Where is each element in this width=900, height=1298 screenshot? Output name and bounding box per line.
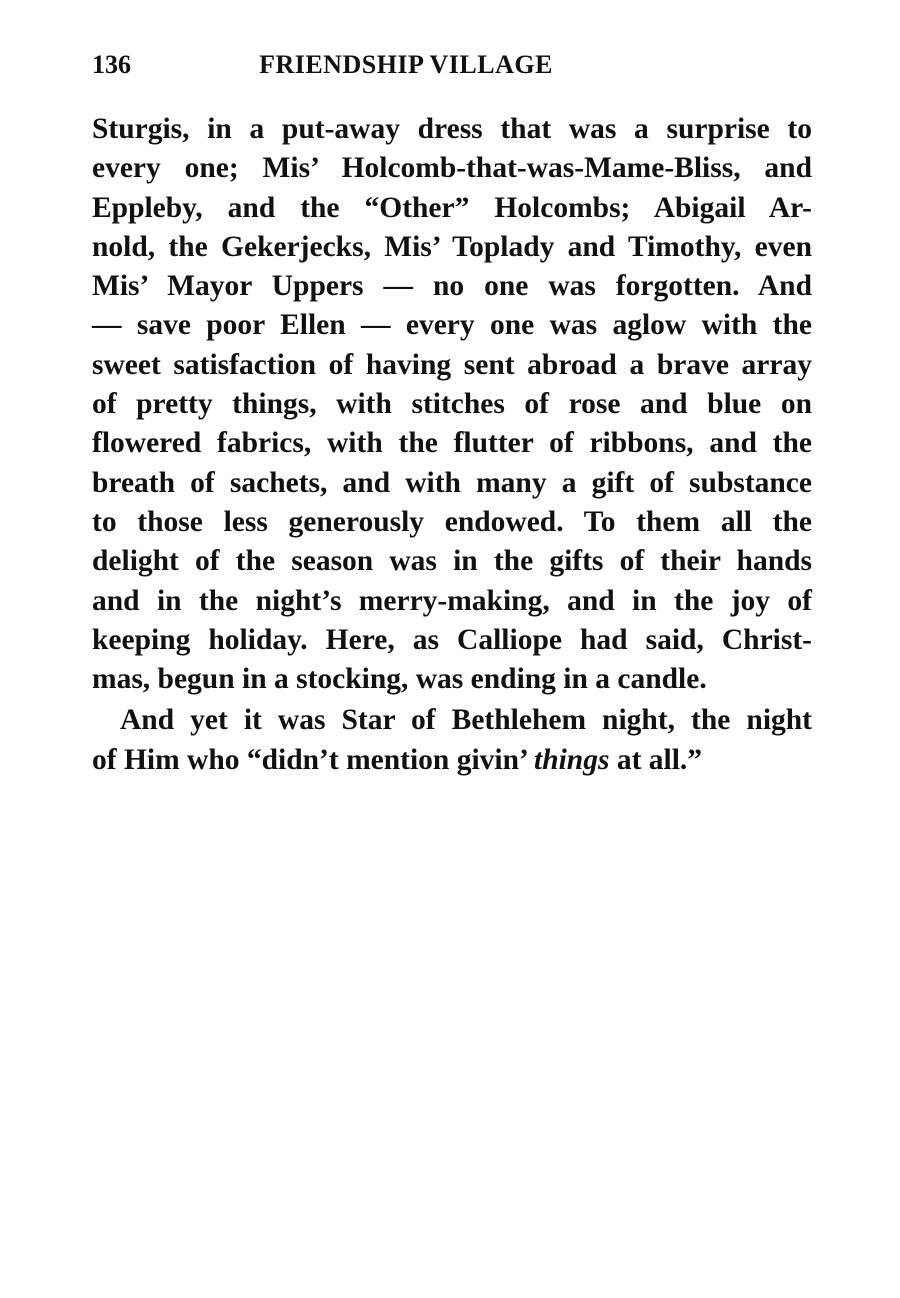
text-line: breath of sachets, and with many a gift of substance (92, 466, 812, 499)
text-line: mas, begun in a stocking, was ending in a candle. (92, 663, 707, 696)
italic-word: things (534, 743, 610, 776)
text-line: keeping holiday. Here, as Calliope had said, Christ- (92, 623, 812, 656)
text-line: to those less generously endowed. To them all the (92, 505, 812, 538)
text-line: — save poor Ellen — every one was aglow with the (92, 309, 812, 342)
text-line: of pretty things, with stitches of rose and blue on (92, 388, 812, 421)
text-line: And yet it was Star of Bethlehem night, the night (120, 704, 812, 737)
page-number: 136 (92, 50, 131, 79)
text-line: Sturgis, in a put-away dress that was a surprise to (92, 113, 812, 145)
text-segment: of Him who “didn’t mention givin’ (92, 743, 534, 776)
body-text (92, 110, 812, 780)
text-line: and in the night’s merry-making, and in the joy of (92, 584, 812, 617)
text-line: Mis’ Mayor Uppers — no one was forgotten. And (92, 270, 812, 303)
running-title: FRIENDSHIP VILLAGE (259, 50, 553, 79)
text-line: every one; Mis’ Holcomb-that-was-Mame-Bliss, and (92, 152, 812, 185)
paragraph-1 (92, 110, 812, 699)
page-header (92, 50, 812, 86)
text-line: Eppleby, and the “Other” Holcombs; Abigail Ar- (92, 191, 812, 224)
text-line (92, 741, 812, 780)
text-line: nold, the Gekerjecks, Mis’ Toplady and Timothy, even (92, 230, 812, 263)
paragraph-2 (92, 701, 812, 780)
text-line: flowered fabrics, with the flutter of ribbons, and the (92, 427, 812, 460)
text-segment: at all.” (609, 743, 703, 776)
text-line: delight of the season was in the gifts of their hands (92, 545, 812, 578)
text-line: sweet satisfaction of having sent abroad a brave array (92, 348, 812, 381)
